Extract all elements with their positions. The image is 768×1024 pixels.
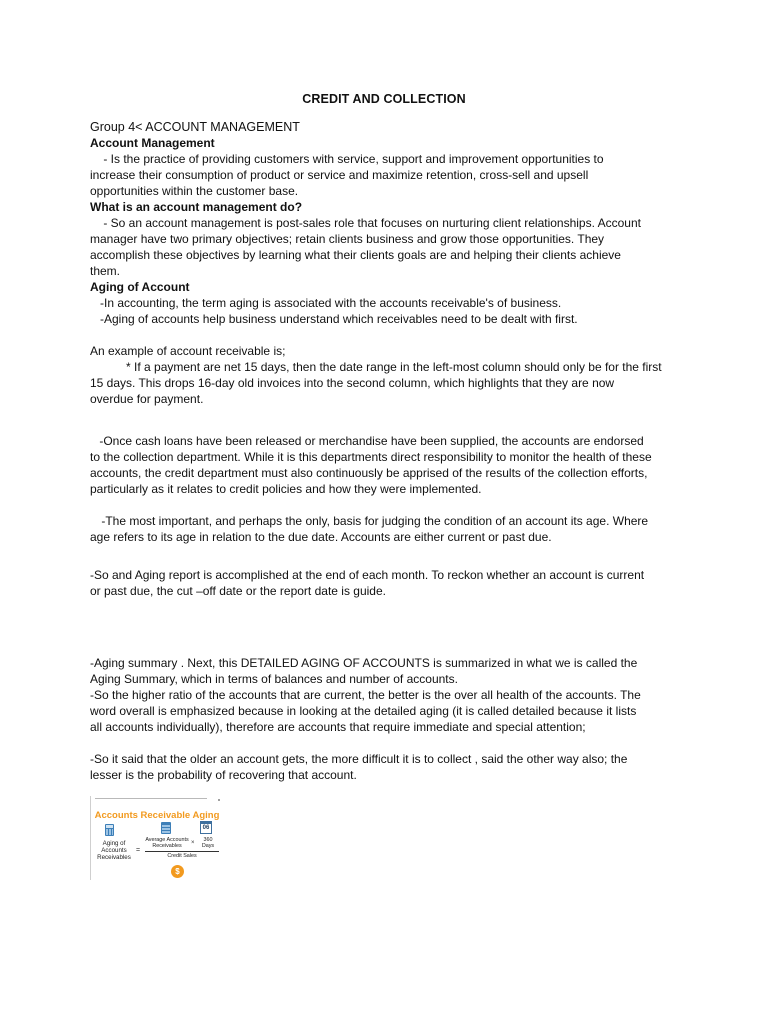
paragraph-line: particularly as it relates to credit policies and how they were implemented. [90, 482, 482, 496]
paragraph-line: -So and Aging report is accomplished at the end of each month. To reckon whether an account is current [90, 568, 645, 582]
formula-times: × [191, 840, 195, 846]
group-line: Group 4< ACCOUNT MANAGEMENT [90, 120, 300, 134]
heading-what-is-account-management: What is an account management do? [90, 200, 303, 214]
paragraph-line: to the collection department. While it is this departments direct responsibility to monitor the health of these [90, 450, 652, 464]
paragraph-line: them. [90, 264, 121, 278]
paragraph-line: * If a payment are net 15 days, then the date range in the left-most column should only be for the first [126, 360, 662, 374]
paragraph-line: overdue for payment. [90, 392, 204, 406]
paragraph-line: An example of account receivable is; [90, 344, 286, 358]
accounts-receivable-aging-image [90, 796, 223, 880]
dollar-coin-icon: $ [171, 865, 184, 878]
paragraph-line: age refers to its age in relation to the due date. Accounts are either current or past due. [90, 530, 552, 544]
formula-numerator: Average Accounts Receivables [145, 837, 189, 849]
heading-account-management: Account Management [90, 136, 215, 150]
paragraph-line: accomplish these objectives by learning what their clients goals are and helping their clients achieve [90, 248, 621, 262]
formula-denominator: Credit Sales [167, 853, 197, 859]
paragraph-line: - So an account management is post-sales role that focuses on nurturing client relationships. Account [100, 216, 641, 230]
image-dot [218, 799, 220, 801]
paragraph-line: accounts, the credit department must also continuously be apprised of the results of the collection efforts, [90, 466, 648, 480]
paragraph-line: lesser is the probability of recovering that account. [90, 768, 357, 782]
paragraph-line: Aging Summary, which in terms of balances and number of accounts. [90, 672, 458, 686]
image-top-rule [95, 798, 207, 799]
document-title: CREDIT AND COLLECTION [302, 92, 466, 106]
spreadsheet-icon [161, 822, 171, 834]
document-body [90, 119, 690, 783]
heading-aging-of-account: Aging of Account [90, 280, 190, 294]
formula-days: 360 Days [201, 837, 215, 849]
formula-fraction-bar [145, 851, 219, 852]
paragraph-line: or past due, the cut –off date or the report date is guide. [90, 584, 386, 598]
paragraph-line: -Aging summary . Next, this DETAILED AGING OF ACCOUNTS is summarized in what we is called the [90, 656, 638, 670]
paragraph-line: -In accounting, the term aging is associated with the accounts receivable's of business. [100, 296, 562, 310]
paragraph-line: increase their consumption of product or service and maximize retention, cross-sell and upsell [90, 168, 589, 182]
paragraph-line: 15 days. This drops 16-day old invoices into the second column, which highlights that they are now [90, 376, 615, 390]
calculator-icon [105, 824, 114, 836]
paragraph-line: word overall is emphasized because in looking at the detailed aging (it is called detailed because it lists [90, 704, 637, 718]
paragraph-line: all accounts individually), therefore are accounts that require immediate and special attention; [90, 720, 586, 734]
paragraph-line: manager have two primary objectives; retain clients business and grow those opportunities. They [90, 232, 605, 246]
paragraph-line: opportunities within the customer base. [90, 184, 299, 198]
paragraph-line: -The most important, and perhaps the only, basis for judging the condition of an account its age. Where [98, 514, 649, 528]
paragraph-line: -Aging of accounts help business understand which receivables need to be dealt with first. [100, 312, 578, 326]
calendar-icon: 06 [200, 821, 212, 834]
paragraph-line: -Once cash loans have been released or merchandise have been supplied, the accounts are endorsed [96, 434, 644, 448]
formula-equals: = [136, 847, 141, 854]
infographic-title: Accounts Receivable Aging [94, 810, 220, 821]
paragraph-line: -So the higher ratio of the accounts that are current, the better is the over all health of the accounts. The [90, 688, 641, 702]
paragraph-line: - Is the practice of providing customers with service, support and improvement opportunities to [100, 152, 604, 166]
paragraph-line: -So it said that the older an account gets, the more difficult it is to collect , said the other way also; the [90, 752, 628, 766]
formula-left-label: Aging of Accounts Receivables [97, 840, 131, 861]
